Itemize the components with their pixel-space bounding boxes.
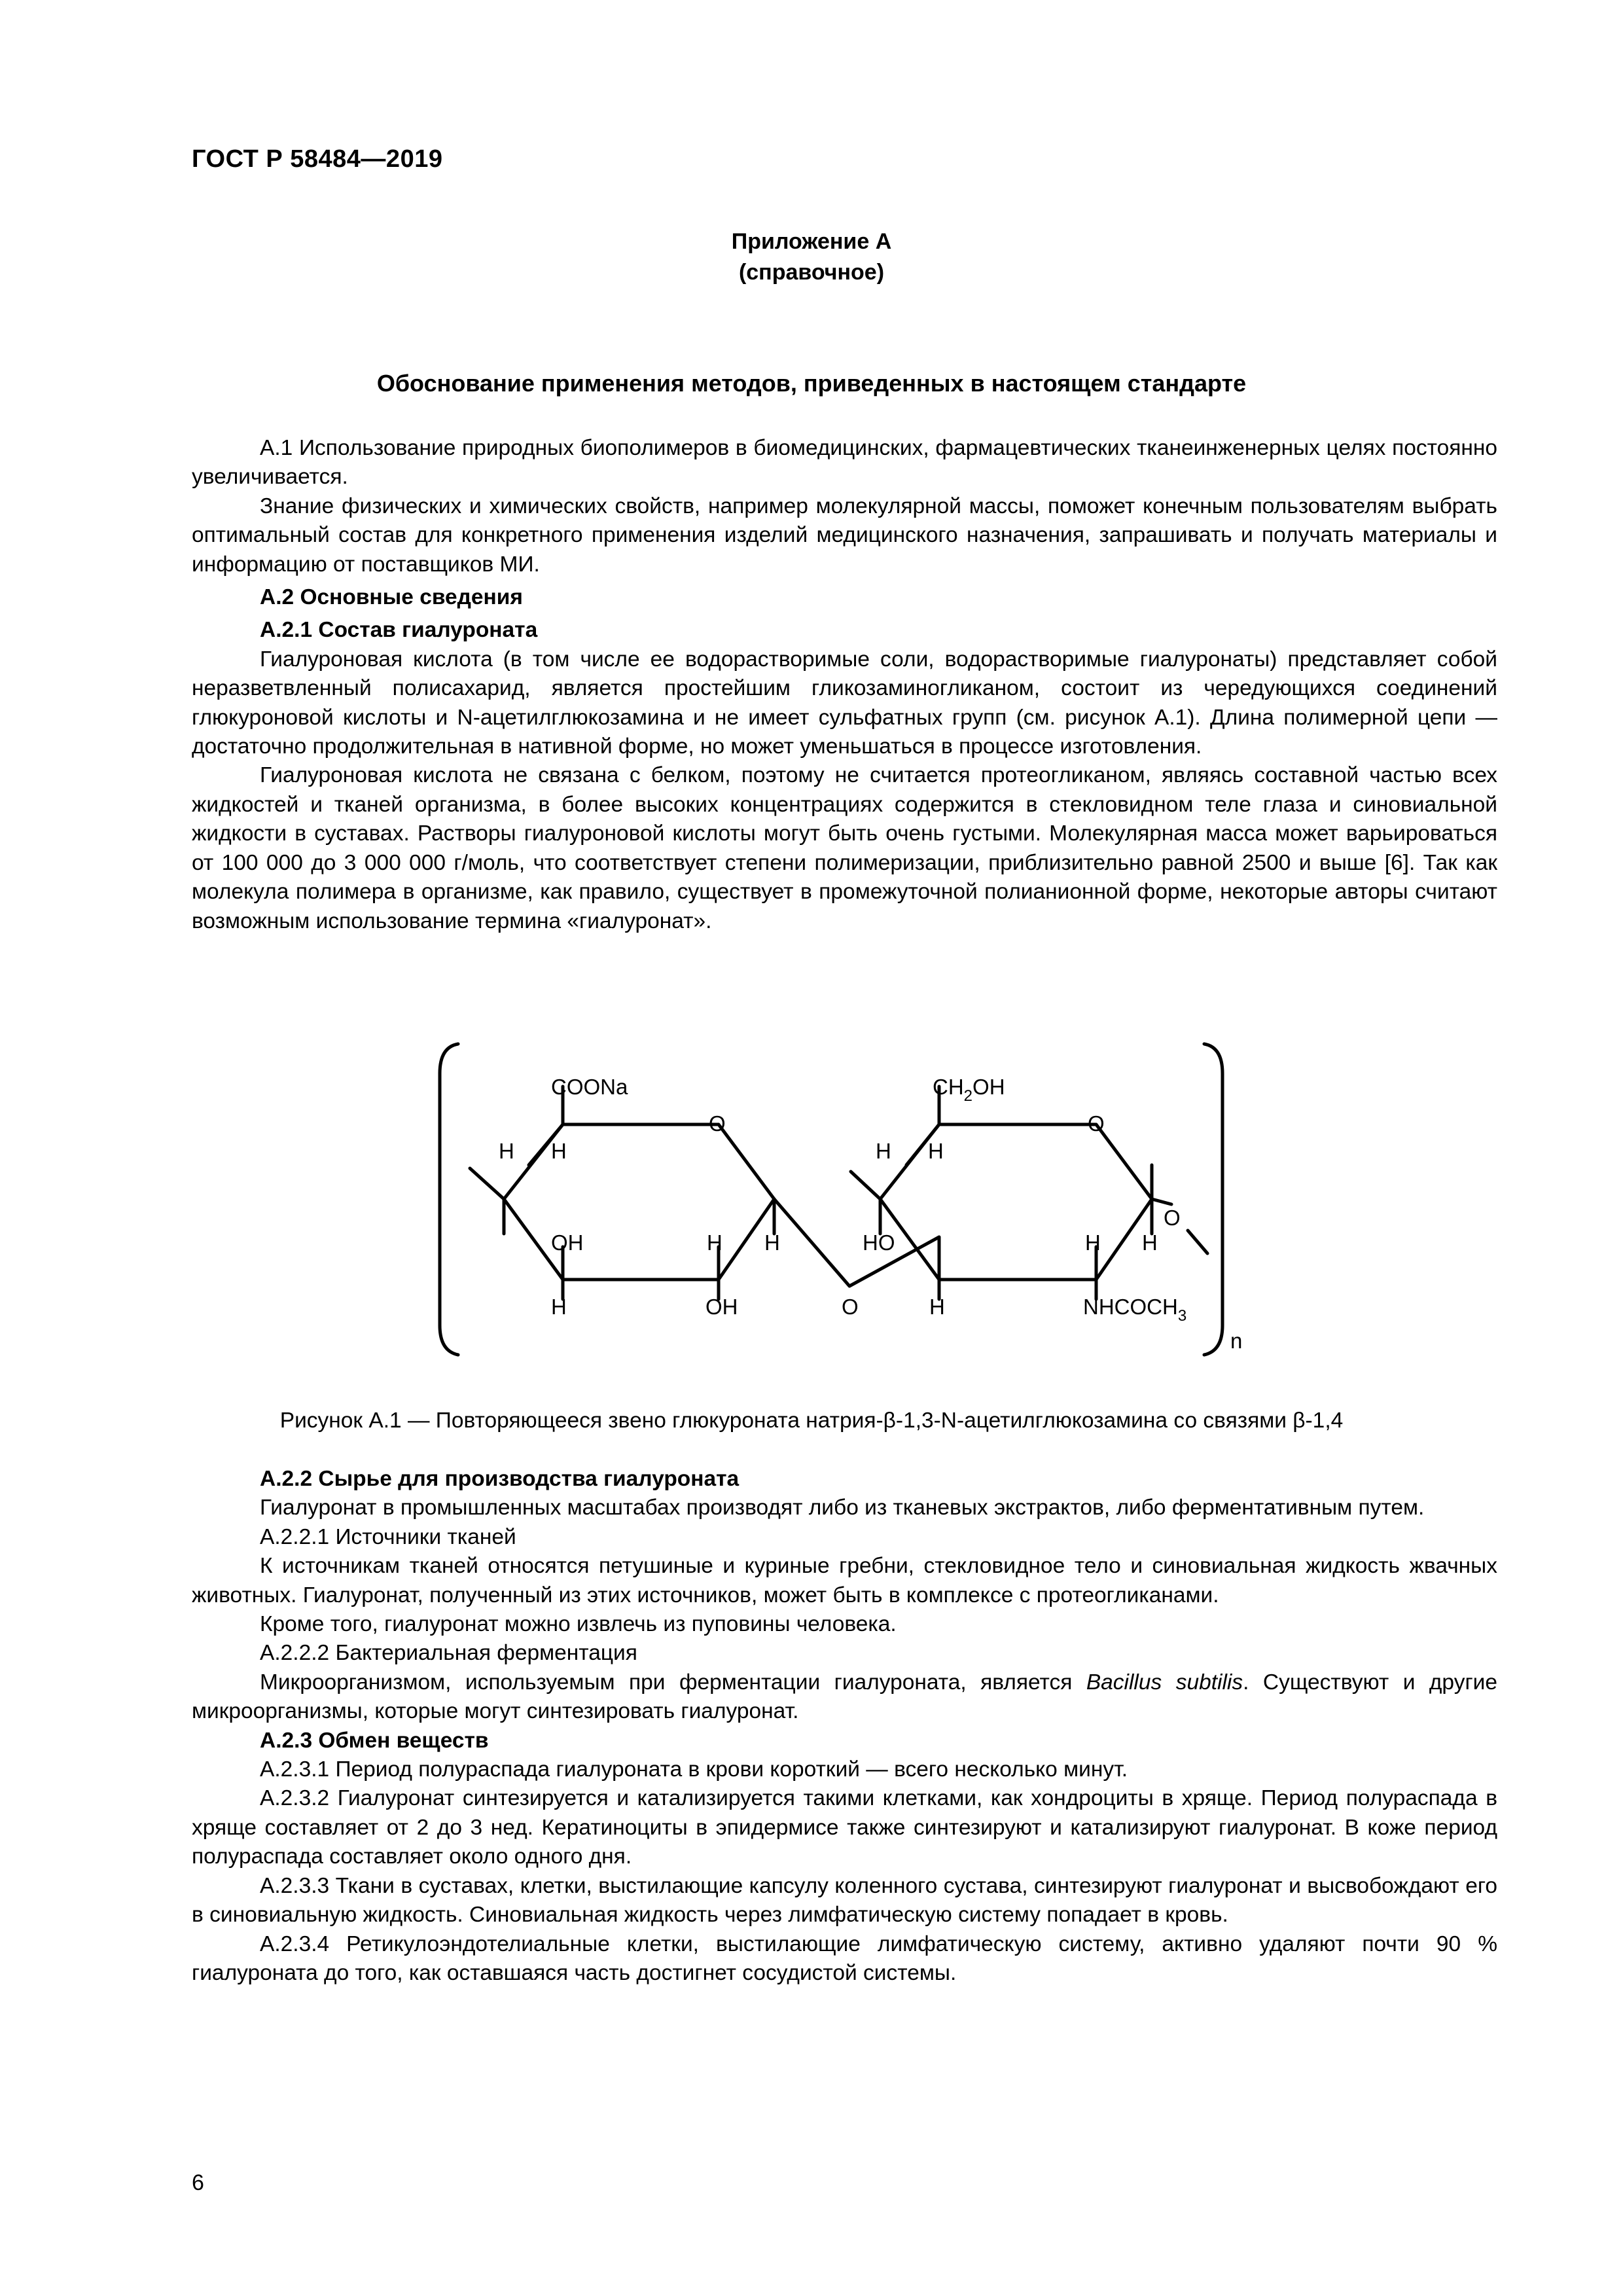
label-glycosidic-oxygen: O — [842, 1295, 859, 1319]
hyaluronate-structure-figure — [0, 1021, 1623, 1388]
label-oh-c3: OH — [551, 1230, 584, 1255]
text-block-top — [192, 434, 1497, 936]
species-name: Bacillus subtilis — [1086, 1670, 1243, 1695]
label-h-c5-up: H — [499, 1139, 514, 1163]
left-bracket — [440, 1044, 458, 1355]
section-heading-a222: А.2.2.2 Бактериальная ферментация — [260, 1641, 637, 1666]
label-h-c2b: H — [1085, 1230, 1101, 1255]
section-heading-a21: А.2.1 Состав гиалуроната — [260, 618, 538, 643]
label-oh-c2: OH — [705, 1295, 738, 1319]
paragraph-bacterial-b: . Существуют и другие микроорганизмы, которые могут синтезировать гиалуронат. — [192, 1670, 1498, 1724]
paragraph-a231: А.2.3.1 Период полураспада гиалуроната в крови короткий — всего несколько минут. — [260, 1757, 1128, 1782]
label-ch2oh-b: OH — [972, 1075, 1005, 1099]
document-header-standard-id: ГОСТ Р 58484—2019 — [192, 145, 443, 173]
label-h-c5b-up: H — [876, 1139, 891, 1163]
glycosidic-bonds — [774, 1199, 939, 1286]
appendix-label: Приложение А — [731, 229, 892, 254]
label-repeat-n: n — [1230, 1329, 1243, 1353]
figure-caption: Рисунок А.1 — Повторяющееся звено глюкуроната натрия-β-1,3-N-ацетилглюкозамина со связями β-1,4 — [279, 1408, 1344, 1433]
label-h-c5b: H — [928, 1139, 944, 1163]
paragraph-composition: Гиалуроновая кислота (в том числе ее водорастворимые соли, водорастворимые гиалуронаты) представляет собой неразветвленный полисахарид, является простейшим гликозаминогликаном, состоит из чередующихся соединений глюкуроновой кислоты и N-ацетилглюкозамина и не имеет сульфатных групп (см. рисунок А.1). Длина полимерной цепи — достаточно продолжительная в нативной форме, но может уменьшаться в процессе изготовления. — [192, 647, 1497, 759]
section-heading-a221: А.2.2.1 Источники тканей — [260, 1524, 516, 1549]
appendix-title: Обоснование применения методов, приведенных в настоящем стандарте — [376, 370, 1247, 397]
label-nhcoch3-sub: 3 — [1177, 1307, 1187, 1325]
label-ch2oh-sub: 2 — [963, 1087, 973, 1105]
label-coona: COONa — [551, 1075, 628, 1099]
page-number: 6 — [192, 2170, 204, 2195]
paragraph-a234: А.2.3.4 Ретикулоэндотелиальные клетки, выстилающие лимфатическую систему, активно удаляют почти 90 % гиалуроната до того, как оставшаяся часть достигнет сосудистой системы. — [192, 1931, 1497, 1985]
paragraph-knowledge: Знание физических и химических свойств, например молекулярной массы, поможет конечным пользователям выбрать оптимальный состав для конкретного применения изделий медицинского назначения, запрашивать и получать материалы и информацию от поставщиков МИ. — [192, 493, 1497, 577]
paragraph-bacterial-a: Микроорганизмом, используемым при ферментации гиалуроната, является — [260, 1670, 1086, 1695]
text-block-bottom — [192, 1465, 1497, 1988]
label-ho-c4b: HO — [863, 1230, 895, 1255]
label-ch2oh — [933, 1075, 1005, 1105]
paragraph-a232: А.2.3.2 Гиалуронат синтезируется и катализируется такими клетками, как хондроциты в хряще. Период полураспада в хряще составляет от 2 до 3 нед. Кератиноциты в эпидермисе также синтезируют и катализируют гиалуронат. В коже период полураспада составляет около одного дня. — [192, 1786, 1497, 1869]
paragraph-bacterial — [192, 1668, 1497, 1727]
section-heading-a22: А.2.2 Сырье для производства гиалуроната — [260, 1467, 740, 1491]
label-h-c1: H — [764, 1230, 780, 1255]
appendix-heading — [0, 226, 1623, 288]
label-linkage-oxygen: O — [1164, 1206, 1181, 1230]
paragraph-umbilical: Кроме того, гиалуронат можно извлечь из пуповины человека. — [260, 1612, 897, 1637]
label-nhcoch3-a: NHCOCH — [1083, 1295, 1178, 1319]
label-h-c1b: H — [1142, 1230, 1158, 1255]
label-h-c5: H — [551, 1139, 567, 1163]
label-h-c3: H — [551, 1295, 567, 1319]
paragraph-a1: А.1 Использование природных биополимеров в биомедицинских, фармацевтических тканеинженерных целях постоянно увеличивается. — [192, 436, 1497, 490]
label-h-c3b: H — [929, 1295, 945, 1319]
label-ring-oxygen-1: O — [709, 1111, 726, 1136]
paragraph-a233: А.2.3.3 Ткани в суставах, клетки, выстилающие капсулу коленного сустава, синтезируют гиалуронат и высвобождают его в синовиальную жидкость. Синовиальная жидкость через лимфатическую систему попадает в кровь. — [192, 1873, 1497, 1928]
label-h-c2: H — [707, 1230, 722, 1255]
label-nhcoch3 — [1083, 1295, 1186, 1325]
paragraph-properties: Гиалуроновая кислота не связана с белком, поэтому не считается протеогликаном, являясь составной частью всех жидкостей и тканей организма, в более высоких концентрациях содержится в стекловидном теле глаза и синовиальной жидкости в суставах. Растворы гиалуроновой кислоты могут быть очень густыми. Молекулярная масса может варьироваться от 100 000 до 3 000 000 г/моль, что соответствует степени полимеризации, приблизительно равной 2500 и выше [6]. Так как молекула полимера в организме, как правило, существует в промежуточной полианионной форме, некоторые авторы считают возможным использование термина «гиалуронат». — [192, 763, 1497, 933]
label-ring-oxygen-2: O — [1088, 1111, 1105, 1136]
label-ch2oh-a: CH — [933, 1075, 964, 1099]
section-heading-a2: А.2 Основные сведения — [260, 585, 523, 610]
section-heading-a23: А.2.3 Обмен веществ — [260, 1728, 489, 1753]
paragraph-production: Гиалуронат в промышленных масштабах производят либо из тканевых экстрактов, либо ферментативным путем. — [260, 1496, 1425, 1520]
right-bracket — [1204, 1044, 1222, 1355]
glucuronate-substituent-bonds — [470, 1124, 774, 1299]
appendix-kind: (справочное) — [738, 260, 885, 285]
acetylglucosamine-substituent-bonds — [851, 1086, 1207, 1299]
paragraph-tissue-sources: К источникам тканей относятся петушиные и куриные гребни, стекловидное тело и синовиальная жидкость жвачных животных. Гиалуронат, полученный из этих источников, может быть в комплексе с протеогликанами. — [192, 1554, 1497, 1607]
